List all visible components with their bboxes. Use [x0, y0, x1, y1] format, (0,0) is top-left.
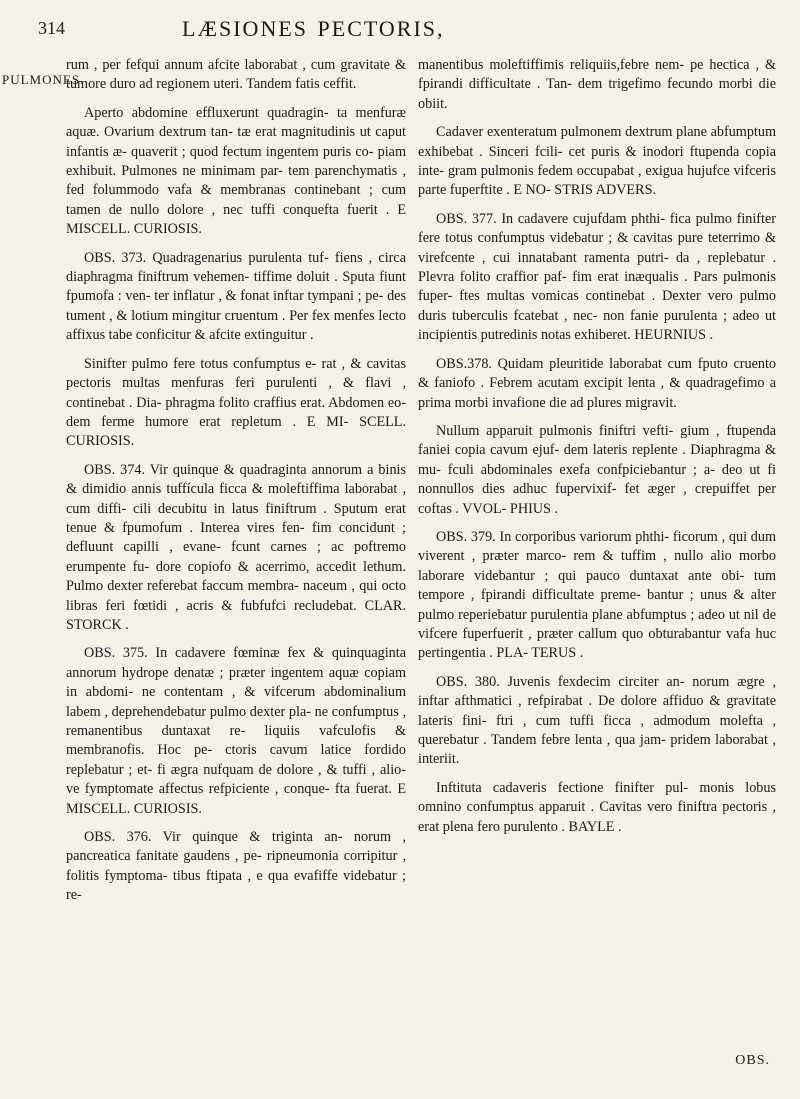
observation-373: OBS. 373. Quadragenarius purulenta tuf- fiens , circa diaphragma finiftrum vehemen- tiffime doluit . Sputa fiunt fpumofa : ven- ter inflatur , & fonat inftar tympani ; pe- des tument , & lotium mingitur cruentum . Per fex menfes lecto affixus tabe conficitur & afcite extinguitur . [66, 249, 406, 344]
paragraph: rum , per fefqui annum afcite laborabat , cum gravitate & tumore duro ad regionem uteri. Tandem fatis ceffit. [66, 57, 406, 93]
paragraph: Nullum apparuit pulmonis finiftri vefti- gium , ftupenda faniei copia cavum ejuf- dem lateris replente . Diaphragma & mu- fculi abdominales exefa confpiciebantur ; a- deo ut fi nonnullos dies adhuc fupervixif- fet æger , crepuiffet per coftas . VVOL- PHIUS . [418, 422, 776, 517]
running-title [182, 16, 445, 42]
observation-376: OBS. 376. Vir quinque & triginta an- norum , pancreatica fanitate gaudens , pe- ripneumonia corripitur , folitis fymptoma- tibus ftipata , e qua evafiffe videbatur ; re- [66, 829, 406, 904]
paragraph: Cadaver exenteratum pulmonem dextrum plane abfumptum exhibebat . Sinceri fcili- cet puris & inodori ftupenda copia inte- gram pulmonis fedem occupabat , exigua hujufce vifceris parte fuperftite . E NO- STRIS ADVERS. [418, 124, 776, 199]
paragraph: manentibus moleftiffimis reliquiis,febre nem- pe hectica , & fpirandi difficultate . Tan- dem trigefimo fecundo morbi die obiit. [418, 57, 776, 112]
paragraph: Aperto abdomine effluxerunt quadragin- ta menfuræ aquæ. Ovarium dextrum tan- tæ erat magnitudinis ut caput infantis æ- quaverit ; quod fectum ingentem puris co- piam exhibuit. Pulmones ne minimam par- tem parenchymatis , fed folummodo vafa & membranas continebant ; cum tamen de nullo dolore , nec tuffi conquefta fuerit . E MISCELL. CURIOSIS. [66, 104, 406, 238]
running-title-left: LÆSIONES [182, 16, 309, 41]
observation-380: OBS. 380. Juvenis fexdecim circiter an- norum ægre , inftar afthmatici , refpirabat . De dolore affiduo & gravitate lateris fini- ftri , cum tuffi ficca , admodum molefta , querebatur . Tandem febre lenta , qua jam- pridem laborabat , interiit. [418, 673, 776, 768]
observation-374: OBS. 374. Vir quinque & quadraginta annorum a binis & dimidio annis tuffícula ficca & moleftiffima laborabat , cum diffi- cili decubitu in latus finiftrum . Sputum erat tenue & fpumofum . Interea vires fen- fim concidunt ; defluunt capilli , evane- fcunt carnes ; ac poftremo erumpente fu- dore copiofo & acerrimo, accedit lethum. Pulmo dexter referebat faccum membra- naceum , qui octo libras feri fœtidi , acris & fubfufci recludebat. CLAR. STORCK . [66, 461, 406, 633]
margin-note: PULMONES. [2, 72, 85, 87]
catchword: OBS. [735, 1053, 770, 1068]
paragraph: Sinifter pulmo fere totus confumptus e- rat , & cavitas pectoris multas menfuras feri purulenti , & flavi , continebat . Dia- phragma folito craffius erat. Abdomen eo- dem ferme humore erat repletum . E MI- SCELL. CURIOSIS. [66, 355, 406, 450]
observation-377: OBS. 377. In cadavere cujufdam phthi- fica pulmo finifter fere totus confumptus videbatur ; & cavitas pure teterrimo & virefcente , cui innatabant ramenta putri- da , replebatur . Plevra folito craffior paf- fim erat inæqualis . Pars pulmonis fuper- ftes multas vomicas continebat . Dexter vero pulmo duris tuberculis fcatebat , nec- non fanie purulenta ; adeo ut incipientis putredinis notas exhiberet. HEURNIUS . [418, 210, 776, 344]
page-header [0, 10, 800, 50]
observation-375: OBS. 375. In cadavere fœminæ fex & quinquaginta annorum hydrope denatæ ; præter ingentem aquæ copiam in abdomi- ne contentam , & vifcerum abdominalium labem , deprehendebatur pulmo dexter pla- ne confumptus , remanentibus duntaxat re- liquiis vafculofis & membranofis. Hoc pe- ctoris cavum latice fordido replebatur ; et- fi ægra nufquam de dolore , & tuffi , alio- ve fymptomate affectus refpiciente , conque- fta fuerat. E MISCELL. CURIOSIS. [66, 645, 406, 817]
observation-378: OBS.378. Quidam pleuritide laborabat cum fputo cruento & faniofo . Febrem acutam excipit lenta , & quadragefimo a prima morbi invafione die ad plures migravit. [418, 355, 776, 411]
running-title-right: PECTORIS, [317, 16, 445, 41]
left-column [66, 56, 406, 915]
observation-379: OBS. 379. In corporibus variorum phthi- ficorum , qui dum viverent , præter marco- rem & tuffim , nullo alio morbo laborare videbantur ; qui pauco duntaxat ante obi- tum tempore , fpirandi difficultate preme- bantur ; unus & alter pulmo reperiebatur purulentia plane abfumptus ; adeo ut nil de vifcere fuperfuerit , præter callum quo obturabantur vafa huc pertingentia . PLA- TERUS . [418, 528, 776, 662]
right-column [418, 56, 776, 846]
paragraph: Inftituta cadaveris fectione finifter pul- monis lobus omnino confumptus apparuit . Cavitas vero finiftra pectoris , erat plena fero purulento . BAYLE . [418, 779, 776, 835]
page-number: 314 [38, 18, 65, 38]
